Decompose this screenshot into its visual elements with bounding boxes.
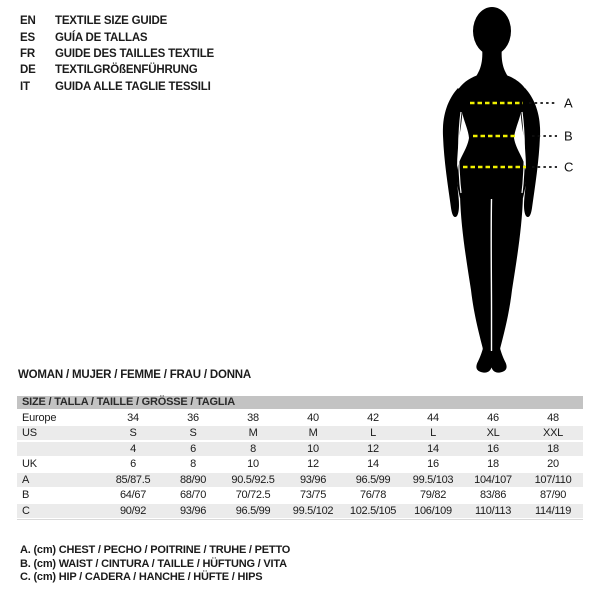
size-cell: 110/113 <box>474 504 512 517</box>
size-cell: 73/75 <box>299 489 327 501</box>
language-label: GUIDA ALLE TAGLIE TESSILI <box>55 80 211 93</box>
size-cell: 83/86 <box>479 489 507 501</box>
table-row <box>17 473 583 487</box>
size-cell: 99.5/103 <box>412 473 454 486</box>
row-label: US <box>22 427 37 439</box>
size-cell: 106/109 <box>414 504 452 517</box>
size-cell: 18 <box>547 442 559 455</box>
marker-label-c: C <box>564 159 574 175</box>
size-cell: 36 <box>187 411 199 424</box>
size-cell: M <box>248 427 258 439</box>
figure-panel <box>425 0 590 380</box>
size-cell: S <box>189 427 197 439</box>
size-cell: 6 <box>130 458 136 470</box>
language-label: GUÍA DE TALLAS <box>55 31 148 44</box>
size-cell: 70/72.5 <box>235 489 271 501</box>
table-row <box>17 442 583 456</box>
size-cell: 85/87.5 <box>115 473 151 486</box>
row-label: B <box>22 489 30 501</box>
row-label: UK <box>22 458 37 470</box>
size-cell: 87/90 <box>539 489 567 501</box>
marker-label-a: A <box>564 95 573 111</box>
size-cell: 90/92 <box>119 504 147 517</box>
size-cell: 107/110 <box>534 473 572 486</box>
legend-line: B. (cm) WAIST / CINTURA / TAILLE / HÜFTUNG / VITA <box>20 557 287 570</box>
size-cell: 42 <box>367 411 379 424</box>
measurement-legend <box>20 544 290 585</box>
size-cell: 88/90 <box>179 473 207 486</box>
language-list <box>20 13 214 95</box>
table-row <box>17 411 583 425</box>
silhouette-left-arm <box>443 88 463 217</box>
size-cell: 76/78 <box>359 489 387 501</box>
row-label: A <box>22 473 30 486</box>
language-code: DE <box>20 64 36 77</box>
size-cell: 46 <box>487 411 499 424</box>
table-row <box>17 457 583 471</box>
section-title: WOMAN / MUJER / FEMME / FRAU / DONNA <box>18 369 252 381</box>
size-cell: 96.5/99 <box>355 473 391 486</box>
language-row <box>20 62 214 78</box>
size-cell: 93/96 <box>179 504 207 517</box>
silhouette-left-foot <box>476 348 492 373</box>
size-cell: 16 <box>487 442 499 455</box>
table-row <box>17 488 583 502</box>
size-cell: 4 <box>130 442 136 455</box>
size-cell: 10 <box>247 458 259 470</box>
marker-label-b: B <box>564 128 573 144</box>
row-label: Europe <box>22 411 57 424</box>
language-code: ES <box>20 31 35 44</box>
size-cell: 79/82 <box>419 489 447 501</box>
size-table <box>17 396 583 520</box>
row-label <box>17 442 103 456</box>
size-table-body <box>17 411 583 518</box>
size-cell: 104/107 <box>474 473 512 486</box>
size-cell: 6 <box>190 442 196 455</box>
table-bottom-divider <box>17 519 583 520</box>
language-code: FR <box>20 47 35 60</box>
size-cell: 8 <box>190 458 196 470</box>
size-cell: 99.5/102 <box>292 504 334 517</box>
size-cell: 44 <box>427 411 439 424</box>
language-row <box>20 79 214 95</box>
language-row <box>20 46 214 62</box>
size-cell: 90.5/92.5 <box>231 473 275 486</box>
woman-silhouette <box>425 0 590 380</box>
silhouette-right-arm <box>520 88 540 217</box>
size-cell: 34 <box>127 411 139 424</box>
size-cell: 20 <box>547 458 559 470</box>
size-cell: L <box>430 427 436 439</box>
size-cell: 18 <box>487 458 499 470</box>
size-cell: 8 <box>250 442 256 455</box>
size-cell: 64/67 <box>119 489 147 501</box>
language-label: GUIDE DES TAILLES TEXTILE <box>55 47 214 60</box>
size-cell: XXL <box>543 427 563 439</box>
size-cell: 12 <box>367 442 379 455</box>
size-cell: XL <box>486 427 500 439</box>
language-row <box>20 29 214 45</box>
size-cell: 14 <box>367 458 379 470</box>
size-cell: 38 <box>247 411 259 424</box>
size-cell: 114/119 <box>534 504 572 517</box>
size-cell: 14 <box>427 442 439 455</box>
language-label: TEXTILGRÖßENFÜHRUNG <box>55 64 198 77</box>
size-cell: L <box>370 427 376 439</box>
size-cell: 48 <box>547 411 559 424</box>
size-cell: 96.5/99 <box>235 504 271 517</box>
size-cell: S <box>129 427 137 439</box>
size-cell: 40 <box>307 411 319 424</box>
language-code: IT <box>20 80 30 93</box>
size-cell: 12 <box>307 458 319 470</box>
size-cell: M <box>308 427 318 439</box>
row-label: C <box>22 504 30 517</box>
silhouette-right-foot <box>491 348 507 373</box>
language-row <box>20 13 214 29</box>
legend-line: A. (cm) CHEST / PECHO / POITRINE / TRUHE / PETTO <box>20 544 291 556</box>
size-cell: 16 <box>427 458 439 470</box>
legend-line: C. (cm) HIP / CADERA / HANCHE / HÜFTE / HIPS <box>20 571 263 583</box>
size-cell: 102.5/105 <box>349 504 397 517</box>
size-cell: 93/96 <box>299 473 327 486</box>
size-table-header: SIZE / TALLA / TAILLE / GRÖSSE / TAGLIA <box>17 396 583 409</box>
language-label: TEXTILE SIZE GUIDE <box>55 15 168 28</box>
size-cell: 68/70 <box>179 489 207 501</box>
size-cell: 10 <box>307 442 319 455</box>
language-code: EN <box>20 15 36 28</box>
table-row <box>17 504 583 518</box>
table-row <box>17 426 583 440</box>
